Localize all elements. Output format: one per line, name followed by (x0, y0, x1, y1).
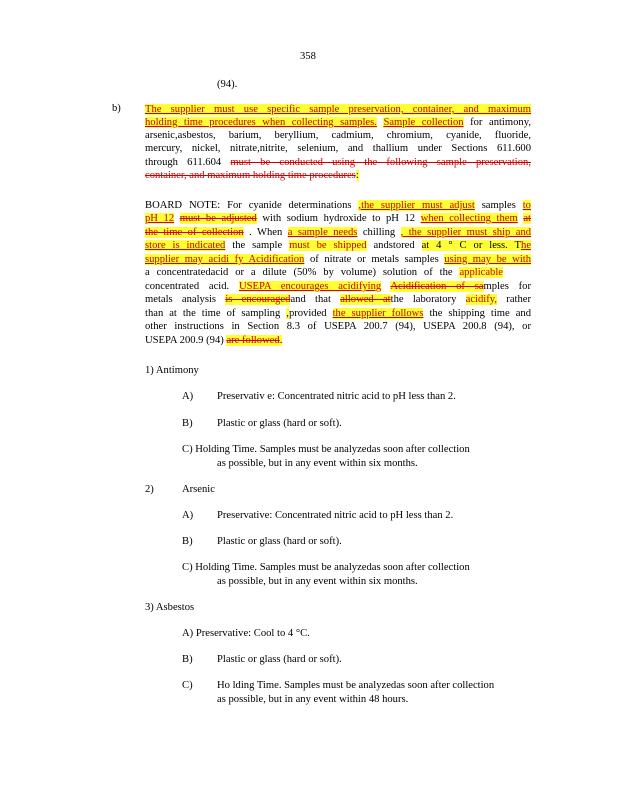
inserted-text: supplier may acidi fy Acidification (145, 254, 305, 265)
body-text: the sample (232, 240, 283, 251)
item-c-line-1: C) Holding Time. Samples must be analyzedas soon after collection (182, 444, 470, 455)
body-text: the laboratory (390, 294, 457, 305)
inserted-text: a sample needs (287, 227, 358, 238)
section-b-line-2 (145, 116, 531, 129)
inserted-text: must be shipped (289, 240, 367, 251)
item-a-text: Preservativ e: Concentrated nitric acid to pH less than 2. (217, 391, 456, 402)
inserted-text: ,the supplier must adjust (358, 200, 475, 211)
item-heading-asbestos: 3) Asbestos (145, 602, 195, 613)
board-note-line-10: other instructions in Section 8.3 of USEPA 200.7 (94), USEPA 200.8 (94), or (145, 321, 531, 332)
inserted-text: applicable (459, 267, 503, 278)
body-text: with sodium hydroxide to pH 12 (262, 213, 416, 224)
board-note-line-6 (145, 266, 503, 279)
section-b-label: b) (112, 103, 121, 114)
inserted-text: Sample collection (383, 117, 464, 128)
item-b-label: B) (182, 418, 193, 429)
inserted-text: , (286, 308, 289, 319)
page-number: 358 (300, 51, 316, 62)
item-c-line-2: as possible, but in any event within six months. (217, 458, 418, 469)
deleted-text: the time of collection (145, 227, 244, 238)
body-text: provided (288, 308, 327, 319)
deleted-text: Acidification of sa (390, 281, 484, 292)
item-c-line-2: as possible, but in any event within 48 hours. (217, 694, 409, 705)
inserted-text: acidify, (465, 294, 498, 305)
body-text: of nitrate or metals samples (309, 254, 439, 265)
body-text: than at the time of sampling (145, 308, 281, 319)
body-text: . When (249, 227, 283, 238)
board-note-line-3 (145, 226, 531, 239)
inserted-text: pH 12 (145, 213, 175, 224)
deleted-text: is encouraged (225, 294, 291, 305)
item-a-label: A) (182, 510, 194, 521)
item-c-line-1: C) Holding Time. Samples must be analyzedas soon after collection (182, 562, 470, 573)
inserted-text: using may be with (444, 254, 532, 265)
item-b-label: B) (182, 536, 193, 547)
item-a-text: Preservative: Concentrated nitric acid to pH less than 2. (217, 510, 454, 521)
item-c-label: C) (182, 680, 193, 691)
body-text: metals analysis (145, 294, 217, 305)
deleted-text: at (523, 213, 531, 224)
section-b-line-6 (145, 169, 359, 182)
deleted-text: must be adjusted (179, 213, 257, 224)
item-heading-antimony: 1) Antimony (145, 365, 199, 376)
body-text: a concentratedacid or a dilute (50% by volume) solution of the (145, 267, 453, 278)
section-b-line-1 (145, 103, 531, 116)
board-note-line-9 (145, 307, 531, 320)
body-text: mples for (483, 281, 531, 292)
body-text: andstored (373, 240, 415, 251)
body-text: samples (481, 200, 516, 211)
inserted-text: he (521, 240, 532, 251)
deleted-text: container, and maximum holding time procedures (145, 170, 356, 181)
section-b-line-3: arsenic,asbestos, barium, beryllium, cadmium, chromium, cyanide, fluoride, (145, 130, 531, 141)
inserted-text: at 4 ° C or less. T (421, 240, 522, 251)
body-text: and that (290, 294, 331, 305)
inserted-text: , the supplier must ship and (400, 227, 532, 238)
item-b-text: Plastic or glass (hard or soft). (217, 536, 342, 547)
item-heading-arsenic: Arsenic (182, 484, 215, 495)
item-b-text: Plastic or glass (hard or soft). (217, 418, 342, 429)
item-c-line-2: as possible, but in any event within six months. (217, 576, 418, 587)
inserted-text: the supplier follows (332, 308, 424, 319)
item-b-label: B) (182, 654, 193, 665)
body-text: through 611.604 (145, 157, 222, 168)
body-text: the shipping time and (429, 308, 531, 319)
citation-ref: (94). (217, 79, 238, 90)
body-text: chilling (362, 227, 396, 238)
deleted-text: allowed at (340, 294, 391, 305)
inserted-text: when collecting them (420, 213, 518, 224)
inserted-text: to (522, 200, 531, 211)
inserted-text: holding time procedures when collecting samples. (145, 117, 377, 128)
item-c-line-1: Ho lding Time. Samples must be analyzedas soon after collection (217, 680, 495, 691)
body-text: concentrated acid. (145, 281, 230, 292)
body-text: USEPA 200.9 (94) (145, 335, 224, 346)
item-a-label: A) (182, 391, 194, 402)
deleted-text: are followed (226, 335, 280, 346)
board-note-line-1 (145, 199, 531, 212)
item-heading-number: 2) (145, 484, 154, 495)
board-note-line-11 (145, 334, 282, 347)
body-text: for antimony, (470, 117, 531, 128)
section-b-line-4: mercury, nickel, nitrate,nitrite, selenium, and thallium under Sections 611.600 (145, 143, 531, 154)
board-note-line-2 (145, 212, 531, 225)
body-text: rather (506, 294, 531, 305)
inserted-text: . (279, 335, 283, 346)
inserted-text: USEPA encourages acidifying (239, 281, 382, 292)
board-note-line-4 (145, 239, 531, 252)
item-b-text: Plastic or glass (hard or soft). (217, 654, 342, 665)
section-b-line-5 (145, 156, 531, 169)
board-note-line-7 (145, 280, 531, 293)
board-note-line-8 (145, 293, 531, 306)
deleted-text: must be conducted using the following sample preservation, (230, 157, 531, 168)
item-a-text: A) Preservative: Cool to 4 °C. (182, 628, 310, 639)
body-text: BOARD NOTE: For cyanide determinations (145, 200, 352, 211)
inserted-text: The supplier must use specific sample preservation, container, and maximum (145, 104, 531, 115)
inserted-text: : (355, 170, 359, 181)
board-note-line-5 (145, 253, 531, 266)
inserted-text: store is indicated (145, 240, 226, 251)
